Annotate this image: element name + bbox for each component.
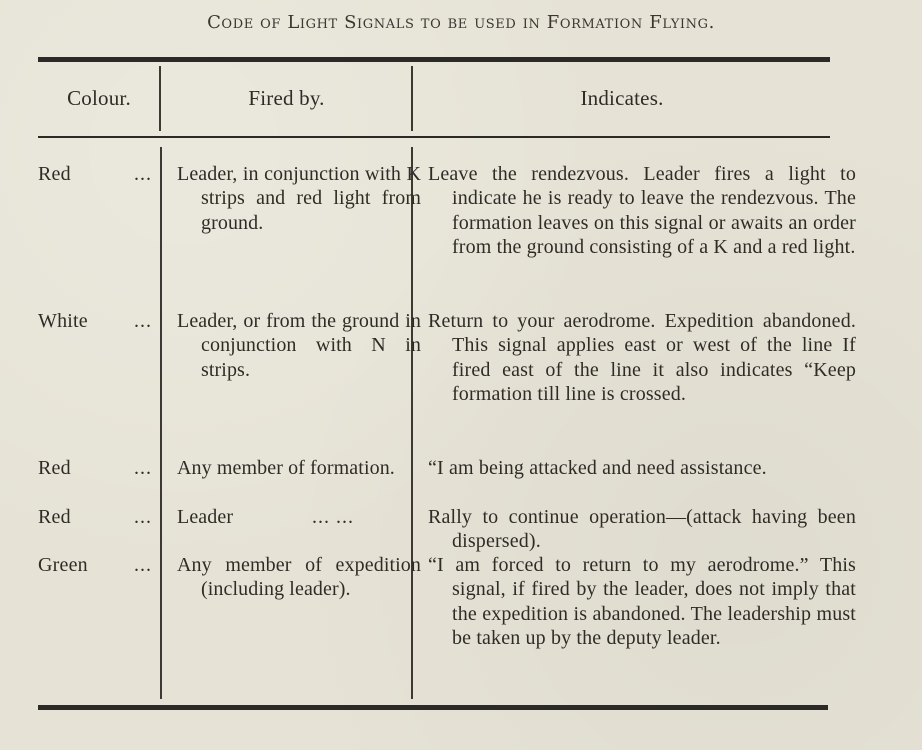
header-divider-fired-indicates <box>411 66 413 131</box>
row-5-colour: Green <box>38 554 88 576</box>
row-5-leader-dots: ... <box>134 554 152 576</box>
row-5-fired-by: Any member of expedition (including leader). <box>177 554 421 601</box>
row-3-indicates: “I am being attacked and need assistance. <box>428 457 767 479</box>
row-2-colour: White <box>38 310 88 332</box>
row-2-leader-dots: ... <box>134 310 152 332</box>
body-divider-colour-fired <box>160 147 162 699</box>
row-2-indicates: Return to your aerodrome. Expedition abandoned. This signal applies east or west of the line If fired east of the line it also indicates “Keep formation till line is crossed. <box>428 310 856 406</box>
row-5-indicates: “I am forced to return to my aerodrome.” This signal, if fired by the leader, does not imply that the expedition is abandoned. The leadership must be taken up by the deputy leader. <box>428 554 856 650</box>
top-rule <box>38 57 830 62</box>
row-4-fired-by: Leader <box>177 506 234 528</box>
row-3-leader-dots: ... <box>134 457 152 479</box>
document-title: Code of Light Signals to be used in Formation Flying. <box>207 12 715 33</box>
column-header-colour: Colour. <box>67 86 131 110</box>
row-1-colour: Red <box>38 163 71 185</box>
row-1-fired-by: Leader, in conjunction with K strips and red light from ground. <box>177 163 421 234</box>
column-header-indicates: Indicates. <box>580 86 664 110</box>
row-1-leader-dots: ... <box>134 163 152 185</box>
bottom-rule <box>38 705 828 710</box>
row-4-colour: Red <box>38 506 71 528</box>
row-4-leader-dots: ... <box>134 506 152 528</box>
row-4-fired-by-fill-dots: ... ... <box>312 506 354 528</box>
header-bottom-rule <box>38 136 830 138</box>
row-1-indicates: Leave the rendezvous. Leader fires a light to indicate he is ready to leave the rendezvous. The formation leaves on this signal or awaits an order from the ground consisting of a K and a red light. <box>428 163 856 259</box>
column-header-fired-by: Fired by. <box>248 86 325 110</box>
row-3-fired-by: Any member of formation. <box>177 457 395 479</box>
row-3-colour: Red <box>38 457 71 479</box>
row-4-indicates: Rally to continue operation—(attack having been dispersed). <box>428 506 856 553</box>
row-2-fired-by: Leader, or from the ground in conjunction with N in strips. <box>177 310 421 381</box>
